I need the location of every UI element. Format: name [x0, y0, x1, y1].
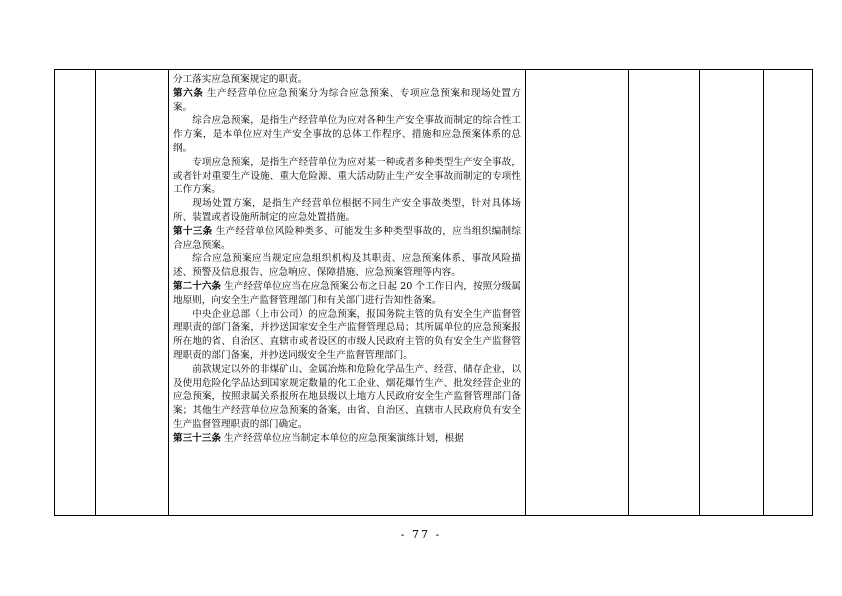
page-number: - 77 -: [400, 528, 442, 541]
paragraph-text: 综合应急预案应当规定应急组织机构及其职责、应急预案体系、事故风险描述、预警及信息报告、应急响应、保障措施、应急预案管理等内容。: [173, 253, 521, 279]
table-cell-1: [55, 70, 96, 516]
paragraph-text: 专项应急预案，是指生产经营单位为应对某一种或者多种类型生产安全事故，或者针对重要生产设施、重大危险源、重大活动防止生产安全事故而制定的专项性工作方案。: [173, 156, 521, 196]
paragraph: [173, 252, 521, 280]
paragraph-text: 分工落实应急预案规定的职责。: [173, 74, 308, 85]
paragraph: [173, 73, 521, 87]
paragraph: [173, 197, 521, 225]
paragraph: [173, 156, 521, 197]
paragraph-text: 前款规定以外的非煤矿山、金属冶炼和危险化学品生产、经营、储存企业，以及使用危险化学品达到国家规定数量的化工企业、烟花爆竹生产、批发经营企业的应急预案，按照隶属关系报所在地县级以上地方人民政府安全生产监督管理部门备案；其他生产经营单位应急预案的备案，由省、自治区、直辖市人民政府负有安全生产监督管理职责的部门确定。: [173, 363, 521, 430]
article-number: 第二十六条: [173, 280, 222, 292]
paragraph: [173, 363, 521, 432]
paragraph-text: 生产经营单位应当在应急预案公布之日起 20 个工作日内，按照分级属地原则，向安全生产监督管理部门和有关部门进行告知性备案。: [173, 280, 522, 306]
regulation-text: [173, 73, 521, 446]
regulation-table: [54, 69, 813, 516]
paragraph: [173, 87, 521, 115]
table-cell-4: [526, 70, 629, 516]
article-number: 第十三条: [173, 225, 213, 237]
table-cell-6: [700, 70, 764, 516]
table-cell-5: [629, 70, 700, 516]
article-number: 第六条: [173, 87, 204, 99]
table-cell-7: [764, 70, 813, 516]
paragraph-text: 综合应急预案，是指生产经营单位为应对各种生产安全事故而制定的综合性工作方案，是本单位应对生产安全事故的总体工作程序、措施和应急预案体系的总纲。: [173, 115, 521, 154]
paragraph-text: 中央企业总部（上市公司）的应急预案，报国务院主管的负有安全生产监督管理职责的部门备案，并抄送国家安全生产监督管理总局；其所属单位的应急预案报所在地的省、自治区、直辖市或者设区的市级人民政府主管的负有安全生产监督管理职责的部门备案，并抄送同级安全生产监督管理部门。: [173, 308, 521, 361]
regulation-text-cell: [169, 70, 526, 516]
paragraph: [173, 280, 521, 308]
paragraph-text: 生产经营单位应急预案分为综合应急预案、专项应急预案和现场处置方案。: [173, 87, 521, 113]
paragraph: [173, 432, 521, 446]
table-row: [55, 70, 813, 516]
paragraph-text: 现场处置方案，是指生产经营单位根据不同生产安全事故类型，针对具体场所、装置或者设施所制定的应急处置措施。: [173, 198, 521, 223]
paragraph: [173, 225, 521, 253]
paragraph: [173, 308, 521, 363]
article-number: 第三十三条: [173, 432, 221, 444]
table-cell-2: [96, 70, 169, 516]
paragraph-text: 生产经营单位风险种类多、可能发生多种类型事故的，应当组织编制综合应急预案。: [173, 225, 521, 251]
paragraph-text: 生产经营单位应当制定本单位的应急预案演练计划，根据: [220, 432, 464, 444]
paragraph: [173, 114, 521, 155]
